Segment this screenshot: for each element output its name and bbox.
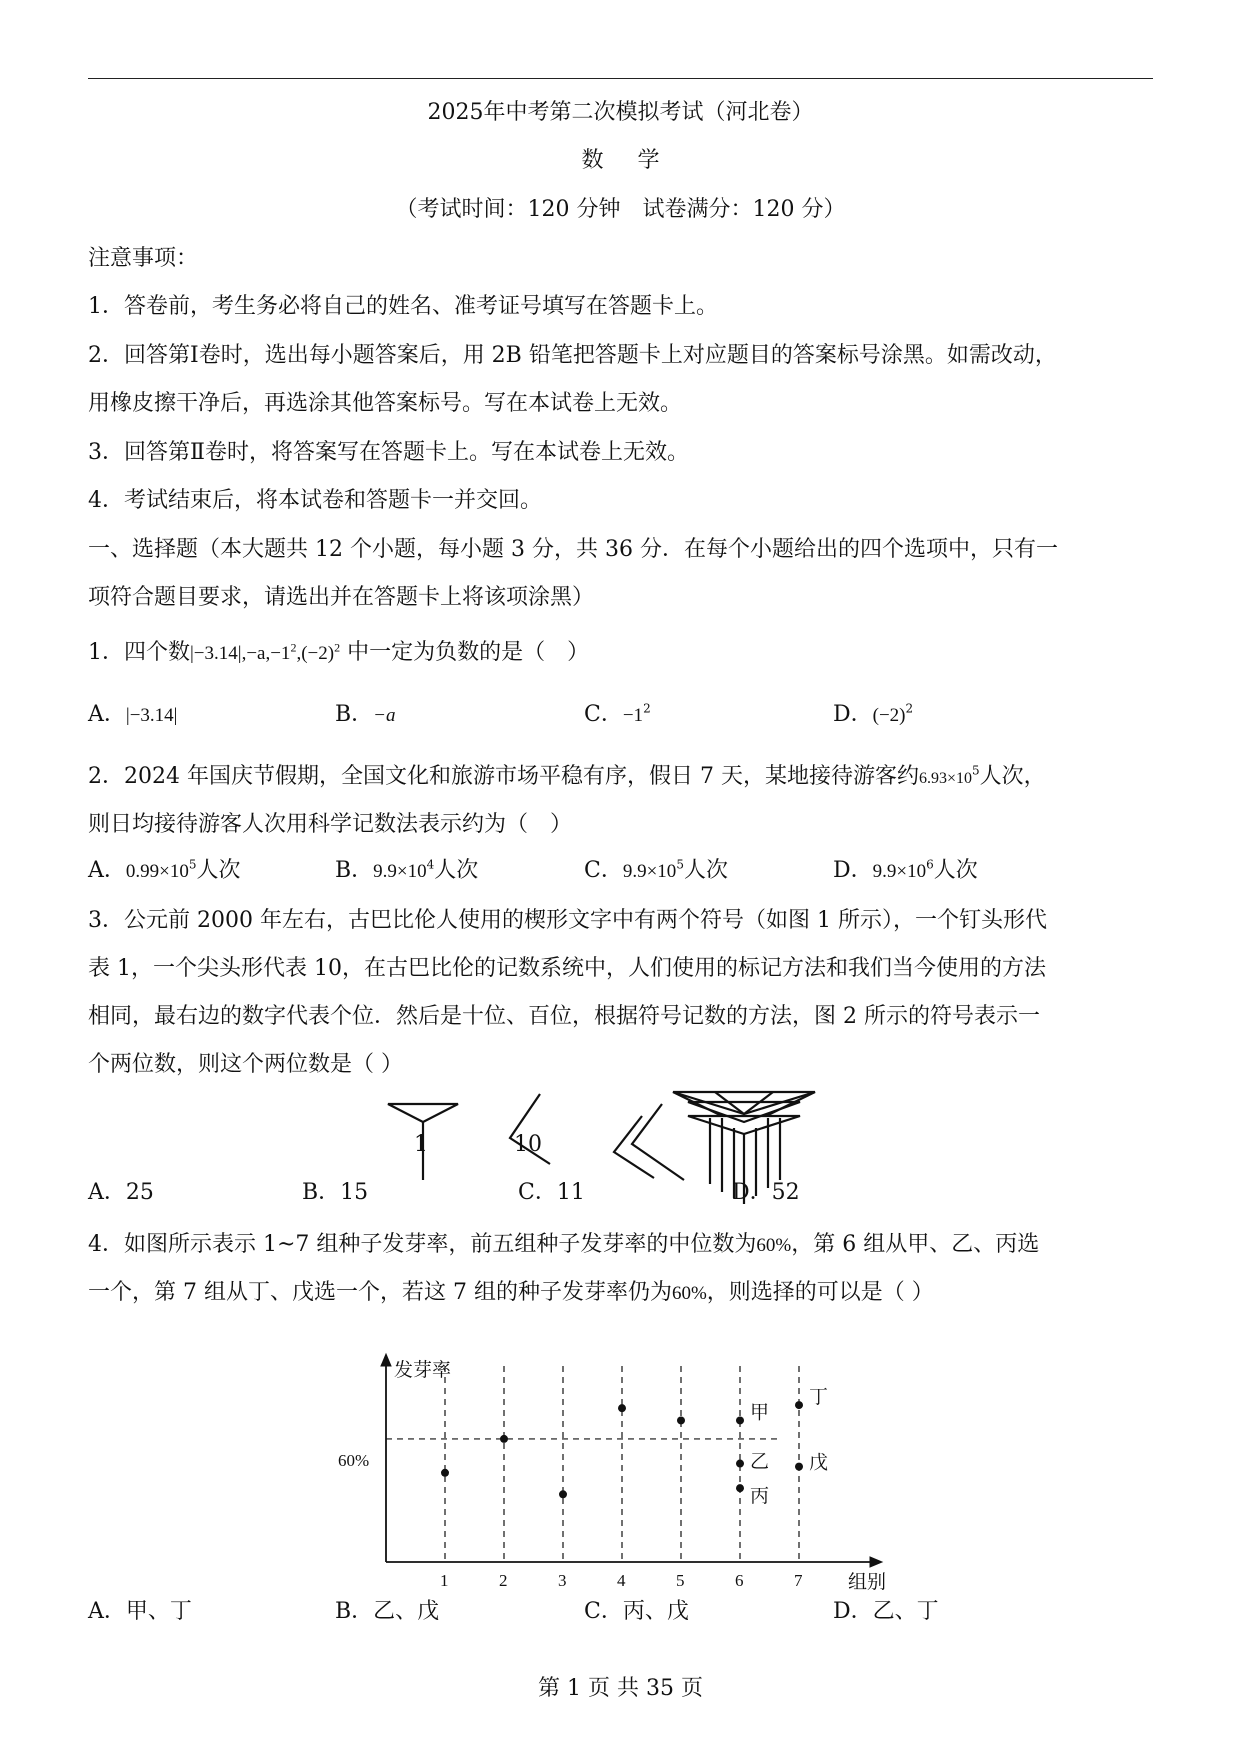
point-label: 戊 (809, 1451, 829, 1474)
option-label: B． (335, 858, 374, 883)
option-label: D． (833, 858, 873, 883)
option-exp: 4 (426, 857, 435, 872)
point-label: 丙 (750, 1485, 770, 1508)
x-tick-label: 2 (499, 1571, 508, 1590)
cuneiform-figure (370, 1088, 890, 1213)
germination-chart (330, 1352, 930, 1592)
option-value: 9.9×10 (872, 861, 927, 882)
point-group-4 (618, 1404, 626, 1412)
option-value: −1 (622, 705, 644, 726)
question-3-cont: 个两位数，则这个两位数是（ ） (88, 1052, 403, 1077)
x-axis-arrow (870, 1557, 882, 1567)
q4-option-c[interactable]: C．丙、戊 (584, 1599, 689, 1624)
option-value: 9.9×10 (373, 861, 427, 882)
option-label: A． (88, 702, 126, 727)
page-footer: 第 1 页 共 35 页 (538, 1676, 703, 1701)
q2-exp: 5 (972, 763, 980, 778)
option-label: C． (584, 858, 623, 883)
nail-head-symbol (388, 1104, 458, 1122)
subject-title: 数学 (581, 148, 694, 173)
q1-math-a: |−3.14|,−a,−1 (190, 643, 291, 664)
q1-option-a[interactable] (88, 700, 177, 731)
section-heading: 一、选择题（本大题共 12 个小题，每小题 3 分，共 36 分．在每个小题给出的四个选项中，只有一 (88, 537, 1058, 562)
option-unit: 人次 (434, 858, 479, 883)
x-tick-label: 5 (676, 1571, 685, 1590)
option-unit: 人次 (683, 858, 728, 883)
q4-pct: 60% (671, 1283, 707, 1304)
q4-pct: 60% (756, 1235, 792, 1256)
q4-text: ，第 6 组从甲、乙、丙选 (791, 1232, 1040, 1257)
q4-text: ，则选择的可以是（ ） (706, 1280, 934, 1305)
question-4 (88, 1230, 1039, 1261)
option-exp: 5 (188, 857, 197, 872)
point-group-3 (559, 1490, 567, 1498)
q4-option-b[interactable]: B．乙、戊 (335, 1599, 440, 1624)
question-2 (88, 762, 1046, 794)
q4-text: 4．如图所示表示 1~7 组种子发芽率，前五组种子发芽率的中位数为 (88, 1232, 757, 1257)
option-label: D． (833, 702, 873, 727)
q2-option-b[interactable] (335, 856, 478, 887)
option-label: C． (584, 702, 623, 727)
q4-option-a[interactable]: A．甲、丁 (88, 1599, 192, 1624)
q3-option-c[interactable]: C．11 (518, 1180, 585, 1205)
point-戊 (795, 1463, 803, 1471)
point-group-5 (677, 1416, 685, 1424)
option-unit: 人次 (196, 858, 241, 883)
section-heading-cont: 项符合题目要求，请选出并在答题卡上将该项涂黑） (88, 585, 595, 610)
question-4-cont (88, 1278, 934, 1309)
point-label: 甲 (750, 1401, 770, 1424)
top-rule (88, 78, 1153, 79)
q3-option-a[interactable]: A．25 (88, 1180, 154, 1205)
notes-heading: 注意事项： (88, 246, 199, 271)
q1-exp: 2 (334, 640, 341, 655)
question-3: 3．公元前 2000 年左右，古巴比伦人使用的楔形文字中有两个符号（如图 1 所示），一个钉头形代 (88, 908, 1047, 933)
q2-option-d[interactable] (833, 856, 978, 887)
point-丙 (736, 1484, 744, 1492)
note-item: 1．答卷前，考生务必将自己的姓名、准考证号填写在答题卡上。 (88, 294, 718, 319)
x-tick-label: 1 (440, 1571, 449, 1590)
option-exp: 6 (926, 857, 934, 872)
q4-option-d[interactable]: D．乙、丁 (833, 1599, 939, 1624)
figure-label-1: 1 (414, 1132, 428, 1157)
q1-suffix: 中一定为负数的是（ ） (347, 640, 590, 665)
option-exp: 2 (905, 701, 914, 716)
wedge-symbol (614, 1116, 654, 1178)
point-label: 乙 (750, 1450, 770, 1473)
exam-title: 2025年中考第二次模拟考试（河北卷） (427, 100, 814, 125)
option-label: B． (335, 702, 374, 727)
option-exp: 2 (643, 701, 651, 716)
question-3-cont: 表 1，一个尖头形代表 10，在古巴比伦的记数系统中，人们使用的标记方法和我们当今使用的方法 (88, 956, 1046, 981)
q1-option-b[interactable] (335, 700, 396, 731)
point-甲 (736, 1416, 744, 1424)
x-tick-label: 6 (735, 1571, 744, 1590)
option-value: 0.99×10 (125, 861, 189, 882)
point-丁 (795, 1401, 803, 1409)
option-unit: 人次 (933, 858, 978, 883)
point-label: 丁 (809, 1386, 829, 1409)
question-2-cont: 则日均接待游客人次用科学记数法表示约为（ ） (88, 812, 573, 837)
q2-option-c[interactable] (584, 856, 728, 887)
y-tick-label: 60% (338, 1451, 370, 1470)
point-group-2 (500, 1435, 508, 1443)
q2-text-end: 人次， (979, 764, 1046, 789)
figure-label-10: 10 (514, 1132, 542, 1157)
option-value: 9.9×10 (622, 861, 677, 882)
note-item: 用橡皮擦干净后，再选涂其他答案标号。写在本试卷上无效。 (88, 391, 683, 416)
q3-option-d[interactable]: D．52 (732, 1180, 800, 1205)
question-3-cont: 相同，最右边的数字代表个位．然后是十位、百位，根据符号记数的方法，图 2 所示的符号表示一 (88, 1004, 1040, 1029)
option-label: A． (88, 858, 126, 883)
note-item: 2．回答第Ⅰ卷时，选出每小题答案后，用 2B 铅笔把答题卡上对应题目的答案标号涂黑。如需改动， (88, 343, 1057, 368)
q2-option-a[interactable] (88, 856, 241, 887)
option-value: (−2) (872, 705, 906, 726)
point-乙 (736, 1460, 744, 1468)
q1-option-d[interactable] (833, 700, 913, 731)
point-group-1 (441, 1469, 449, 1477)
note-item: 4．考试结束后，将本试卷和答题卡一并交回。 (88, 488, 542, 513)
option-value: |−3.14| (125, 705, 178, 726)
y-axis-arrow (381, 1354, 391, 1366)
q4-text: 一个，第 7 组从丁、戊选一个，若这 7 组的种子发芽率仍为 (88, 1280, 672, 1305)
q2-text: 2．2024 年国庆节假期，全国文化和旅游市场平稳有序，假日 7 天，某地接待游客约 (88, 764, 919, 789)
option-value: −a (373, 705, 396, 726)
y-axis-label: 发芽率 (394, 1359, 452, 1381)
question-1 (88, 638, 589, 669)
q1-option-c[interactable] (584, 700, 651, 731)
note-item: 3．回答第Ⅱ卷时，将答案写在答题卡上。写在本试卷上无效。 (88, 440, 689, 465)
x-axis-label: 组别 (848, 1571, 887, 1592)
x-tick-label: 3 (558, 1571, 567, 1590)
q1-prefix: 1．四个数 (88, 640, 190, 665)
q3-option-b[interactable]: B．15 (302, 1180, 369, 1205)
q1-math-b: ,(−2) (296, 643, 335, 664)
x-tick-label: 7 (794, 1571, 803, 1590)
q2-num: 6.93×10 (918, 770, 972, 787)
q1-math (190, 640, 341, 664)
q1-exp: 2 (290, 640, 297, 655)
x-tick-label: 4 (617, 1571, 626, 1590)
exam-info: （考试时间：120 分钟 试卷满分：120 分） (395, 197, 846, 222)
option-exp: 5 (676, 857, 684, 872)
